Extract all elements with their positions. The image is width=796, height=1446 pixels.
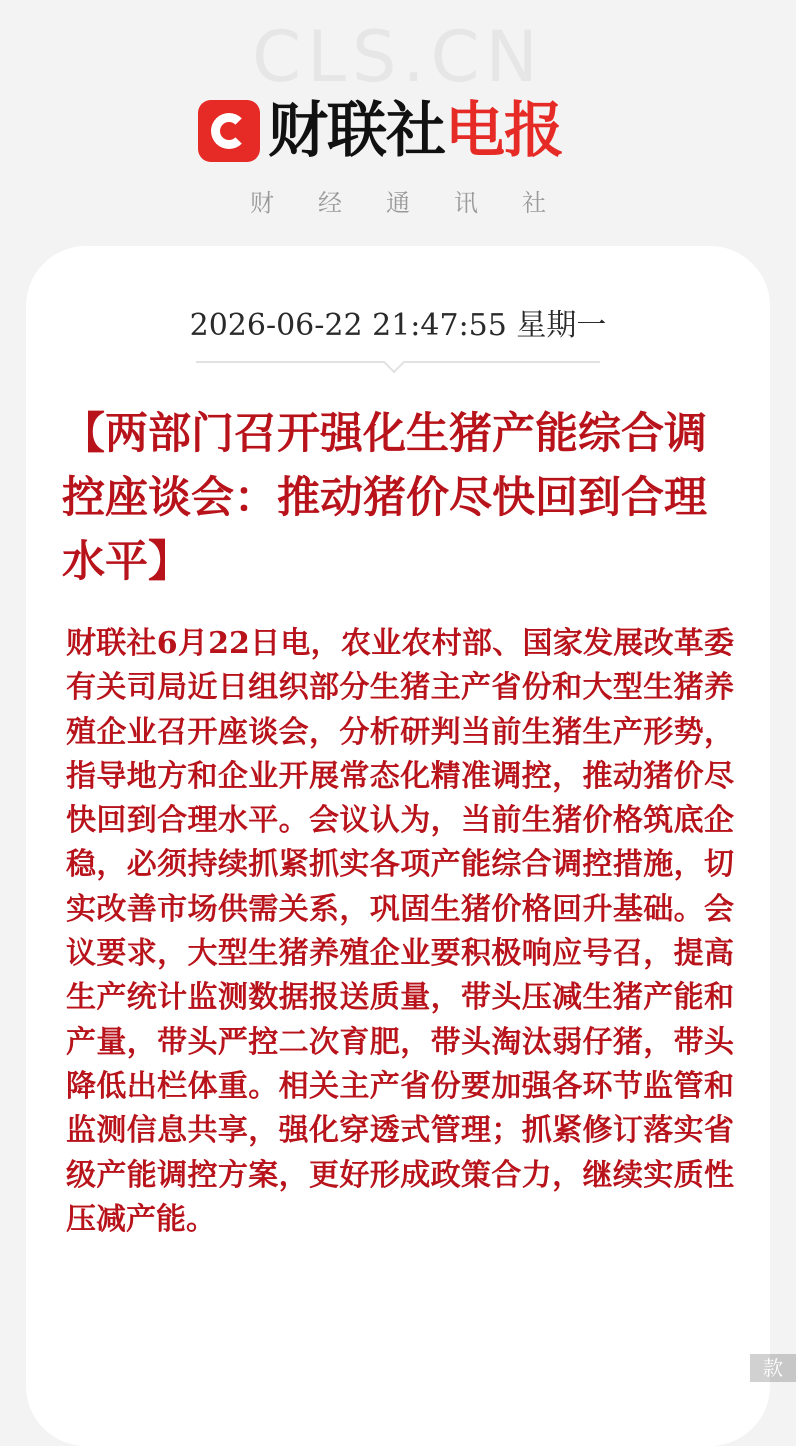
tagline: 财经通讯社 xyxy=(250,189,590,217)
brand-name-red: 电报 xyxy=(445,96,563,166)
cls-logo-icon xyxy=(198,100,260,162)
corner-badge[interactable]: 款 xyxy=(750,1354,796,1382)
article-headline: 【两部门召开强化生猪产能综合调控座谈会：推动猪价尽快回到合理水平】 xyxy=(62,409,707,587)
brand-name-black: 财联社 xyxy=(268,96,445,166)
watermark: CLS.CN xyxy=(252,16,544,98)
brand-name xyxy=(268,98,563,164)
brand-logo xyxy=(198,98,598,166)
article-body: 财联社6月22日电，农业农村部、国家发展改革委有关司局近日组织部分生猪主产省份和大型生猪养殖企业召开座谈会，分析研判当前生猪生产形势，指导地方和企业开展常态化精准调控，推动猪价尽快回到合理水平。会议认为，当前生猪价格筑底企稳，必须持续抓紧抓实各项产能综合调控措施，切实改善市场供需关系，巩固生猪价格回升基础。会议要求，大型生猪养殖企业要积极响应号召，提高生产统计监测数据报送质量，带头压减生猪产能和产量，带头严控二次育肥，带头淘汰弱仔猪，带头降低出栏体重。相关主产省份要加强各环节监管和监测信息共享，强化穿透式管理；抓紧修订落实省级产能调控方案，更好形成政策合力，继续实质性压减产能。 xyxy=(66,626,734,1237)
publish-datetime: 2026-06-22 21:47:55 星期一 xyxy=(189,308,607,343)
